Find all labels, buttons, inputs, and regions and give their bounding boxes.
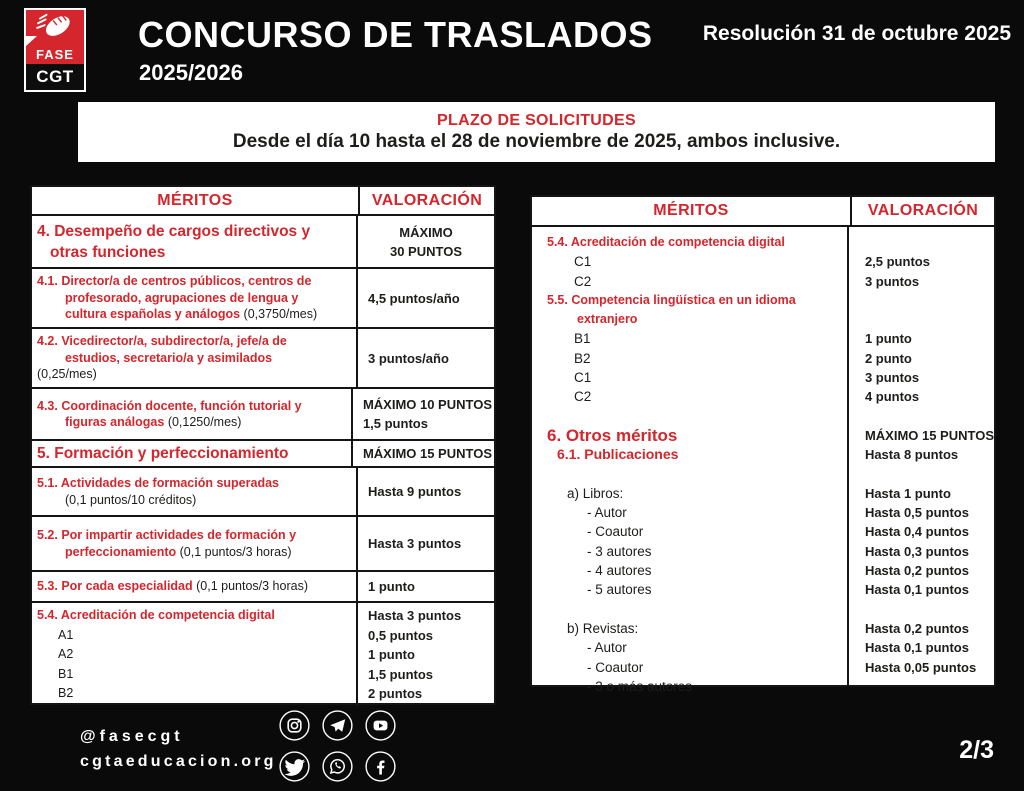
merit-line: b) Revistas: (567, 620, 639, 636)
merit-text: 4.3. Coordinación docente, función tutorial y (37, 398, 302, 413)
merit-line: C1 (574, 254, 592, 270)
valuation-line: Hasta 0,5 puntos (864, 505, 969, 521)
table-header-row (532, 197, 994, 227)
right-table-body (532, 227, 994, 694)
valuation-column (849, 227, 994, 685)
merit-text: (0,3750/mes) (243, 307, 318, 322)
valuation-line: 1 punto (368, 647, 415, 663)
footer-contact (80, 724, 277, 774)
valuation-line: 2 punto (864, 350, 912, 366)
season-label: 2025/2026 (139, 60, 243, 85)
merit-line (37, 684, 353, 704)
valuation-line: Hasta 0,2 puntos (864, 620, 969, 636)
table-row (32, 603, 494, 707)
merit-line (37, 366, 353, 383)
merit-text: 4.2. Vicedirector/a, subdirector/a, jefe/a de (37, 334, 287, 349)
merit-line: B1 (574, 331, 591, 347)
merit-cell (32, 216, 358, 267)
merit-text: estudios, secretario/a y asimilados (65, 350, 273, 365)
valuation-line (849, 291, 994, 310)
valuation-line: Hasta 9 puntos (368, 484, 462, 499)
merit-line: - 4 autores (587, 563, 652, 579)
deadline-banner-title: PLAZO DE SOLICITUDES (437, 111, 636, 129)
merit-line: C2 (574, 389, 592, 405)
fase-cgt-logo (24, 8, 86, 92)
merit-cell (32, 468, 358, 515)
valuation-line: 2 puntos (368, 686, 423, 702)
valuation-line: MÁXIMO 15 PUNTOS (362, 446, 492, 461)
whatsapp-icon (322, 751, 353, 782)
merit-line: - Autor (587, 505, 627, 521)
valuation-line (849, 465, 994, 484)
merit-line: extranjero (577, 312, 638, 327)
table-row (32, 329, 494, 389)
logo-org-bottom: CGT (26, 64, 84, 90)
valuation-line: 1 punto (864, 331, 912, 347)
merit-line: 5.5. Competencia lingüística en un idioma (547, 292, 796, 307)
merit-line (37, 306, 353, 323)
valuation-cell (358, 572, 494, 601)
merit-line (37, 626, 353, 646)
valuation-line: Hasta 8 puntos (864, 447, 959, 463)
merit-cell (32, 603, 358, 707)
instagram-icon (279, 710, 310, 741)
merit-line (37, 242, 353, 263)
valuation-line: 30 PUNTOS (389, 243, 462, 259)
valuation-line: 4,5 puntos/año (368, 290, 460, 306)
merit-line: 6. Otros méritos (547, 425, 678, 445)
merit-line (37, 578, 353, 595)
twitter-icon (279, 751, 310, 782)
valuation-line: Hasta 0,3 puntos (864, 543, 969, 559)
social-icons (279, 710, 413, 782)
merit-text: 5. Formación y perfeccionamiento (37, 445, 289, 462)
valuation-line (849, 310, 994, 329)
column-header-valuation: VALORACIÓN (371, 191, 483, 209)
table-row (32, 517, 494, 572)
valuation-line: 1,5 puntos (362, 416, 428, 431)
merits-column (532, 227, 849, 694)
merit-line (37, 350, 353, 367)
valuation-line: Hasta 0,4 puntos (864, 524, 969, 540)
merit-line: a) Libros: (567, 485, 624, 501)
valuation-line: 3 puntos (864, 370, 920, 386)
website-url: cgtaeducacion.org (80, 753, 277, 770)
merit-line (37, 290, 353, 307)
facebook-icon (365, 751, 396, 782)
merit-text: A1 (58, 627, 74, 642)
valuation-cell (358, 216, 494, 267)
valuation-cell (358, 329, 494, 387)
merit-text: 5.4. Acreditación de competencia digital (37, 608, 275, 623)
merit-text: figuras análogas (65, 415, 168, 429)
merits-table-right (530, 195, 996, 694)
valuation-line: Hasta 0,05 puntos (864, 659, 977, 675)
merit-line (37, 645, 353, 665)
telegram-icon (322, 710, 353, 741)
valuation-line: 0,5 puntos (368, 627, 434, 643)
merit-line: - Autor (587, 640, 627, 656)
valuation-cell (358, 603, 494, 707)
table-row (32, 572, 494, 603)
merit-text: (0,1 puntos/3 horas) (196, 579, 308, 594)
merit-text: 5.1. Actividades de formación superadas (37, 476, 279, 490)
table-row (32, 216, 494, 269)
valuation-cell (353, 441, 494, 466)
valuation-line: MÁXIMO 15 PUNTOS (864, 427, 994, 443)
merit-text: B1 (58, 666, 74, 681)
merit-cell (32, 389, 353, 439)
valuation-line: 3 puntos (864, 273, 920, 289)
merit-line: - 5 autores (587, 582, 652, 598)
merit-line: B2 (574, 350, 591, 366)
merits-table-left (30, 185, 496, 705)
logo-org-top: FASE (36, 47, 74, 62)
page-number: 2/3 (959, 736, 994, 764)
merit-text: perfeccionamiento (65, 544, 180, 559)
merit-text: (0,1250/mes) (167, 415, 242, 429)
merit-line (532, 407, 847, 426)
valuation-line: Hasta 0,1 puntos (864, 640, 969, 656)
deadline-banner-text: Desde el día 10 hasta el 28 de noviembre de 2025, ambos inclusive. (232, 130, 841, 152)
table-row (32, 269, 494, 329)
merit-cell (32, 269, 358, 327)
merit-text: otras funciones (50, 243, 166, 261)
table-header-row (32, 187, 494, 216)
valuation-line: 1 punto (368, 579, 415, 594)
merit-line (37, 665, 353, 685)
merit-line (37, 414, 348, 431)
table-row (32, 441, 494, 468)
valuation-line (849, 407, 994, 426)
deadline-banner (78, 102, 995, 162)
merit-text: 4.1. Director/a de centros públicos, centros de (37, 274, 312, 289)
merit-line (532, 465, 847, 484)
merit-text: 4. Desempeño de cargos directivos y (37, 222, 311, 240)
resolution-label: Resolución 31 de octubre 2025 (702, 22, 1011, 45)
merit-text: cultura españolas y análogos (65, 307, 244, 322)
column-header-merits: MÉRITOS (32, 187, 360, 214)
merit-cell (32, 517, 358, 570)
valuation-cell (358, 517, 494, 570)
merit-cell (32, 572, 358, 601)
merit-line (37, 273, 353, 290)
social-handle: @fasecgt (80, 728, 184, 745)
left-table-body (32, 216, 494, 707)
table-row (32, 468, 494, 517)
valuation-cell (358, 269, 494, 327)
table-row (32, 389, 494, 441)
valuation-line (849, 233, 994, 252)
merit-line (37, 333, 353, 350)
merit-line (37, 443, 348, 464)
merit-text: 5.2. Por impartir actividades de formación y (37, 528, 297, 542)
merit-line (37, 398, 348, 415)
merit-line (532, 600, 847, 619)
merit-line (37, 492, 353, 509)
merit-line: - Coautor (587, 659, 644, 675)
valuation-cell (358, 468, 494, 515)
valuation-line: 4 puntos (864, 389, 920, 405)
valuation-line: MÁXIMO 10 PUNTOS (362, 397, 492, 412)
merit-line: 6.1. Publicaciones (557, 446, 679, 463)
column-header-merits: MÉRITOS (532, 197, 852, 225)
merit-line: - 3 autores (587, 543, 652, 559)
page-title: CONCURSO DE TRASLADOS (138, 14, 653, 55)
merit-line: C2 (574, 273, 592, 289)
merit-line: - 3 o más autores (587, 678, 693, 694)
valuation-line: Hasta 0,2 puntos (864, 563, 969, 579)
merit-text: A2 (58, 647, 74, 662)
valuation-line: Hasta 3 puntos (368, 608, 462, 624)
merit-text: profesorado, agrupaciones de lengua y (65, 290, 299, 305)
valuation-line: Hasta 0,1 puntos (864, 582, 969, 598)
merit-line: - Coautor (587, 524, 644, 540)
youtube-icon (365, 710, 396, 741)
merit-text: 5.3. Por cada especialidad (37, 579, 197, 594)
valuation-line (849, 600, 994, 619)
column-header-valuation: VALORACIÓN (867, 202, 979, 219)
merit-text: B2 (58, 686, 74, 701)
valuation-line: MÁXIMO (399, 224, 453, 240)
valuation-line: 3 puntos/año (368, 350, 449, 366)
merit-text: (0,1 puntos/10 créditos) (65, 492, 197, 507)
valuation-line: Hasta 1 punto (864, 485, 951, 501)
valuation-line (849, 677, 994, 696)
valuation-line: 1,5 puntos (368, 666, 434, 682)
merit-text: (0,25/mes) (37, 367, 97, 382)
merit-line (37, 221, 353, 242)
merit-cell (32, 441, 353, 466)
valuation-cell (353, 389, 494, 439)
valuation-line: 2,5 puntos (864, 254, 930, 270)
logo-wedge (26, 36, 37, 46)
merit-line (37, 544, 353, 561)
merit-cell (32, 329, 358, 387)
merit-line: 5.4. Acreditación de competencia digital (547, 235, 785, 249)
merit-line (37, 606, 353, 626)
merit-line (37, 527, 353, 544)
merit-line: C1 (574, 370, 592, 386)
valuation-line: Hasta 3 puntos (368, 536, 462, 551)
merit-text: (0,1 puntos/3 horas) (179, 544, 292, 559)
merit-line (37, 475, 353, 492)
